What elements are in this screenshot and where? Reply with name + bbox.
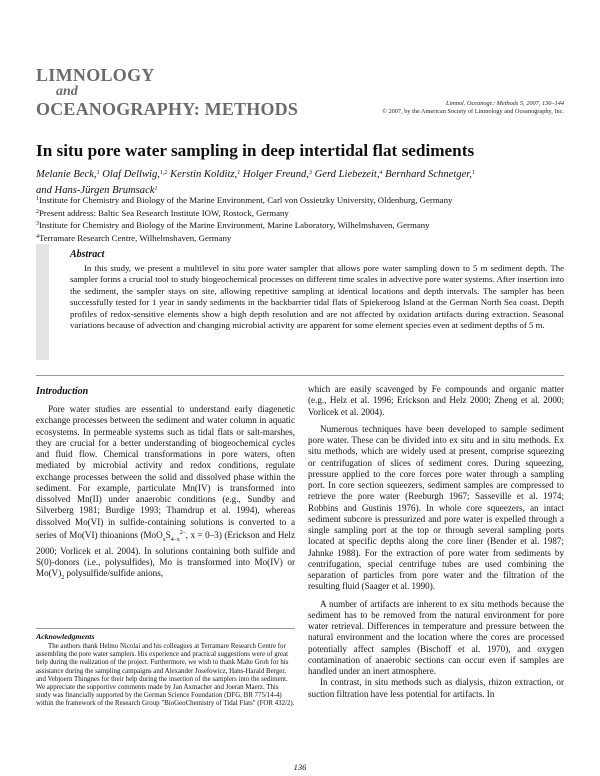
left-column — [36, 404, 295, 584]
author-name: Holger Freund, — [240, 169, 309, 180]
section-divider — [36, 375, 564, 376]
journal-title-line2: and — [56, 84, 78, 99]
paragraph: Numerous techniques have been developed to sample sediment pore water. These can be divided into ex situ and in situ methods. Ex situ methods, which are widely used at present, comprise squeezing or centrifugation of slices of sediment cores. During squeezing, pressure applied to the core forces pore water through a sampling port. In core section squeezers, sediment samples are compressed to retrieve the pore water (Reeburgh 1967; Sasseville et al. 1974; Robbins and Gustinis 1976). In whole core squeezers, an intact sediment subcore is pressurized and pore water is expelled through a single sampling port at the top or through several sampling ports located at specific depths along the core liner (Bender et al. 1987; Jahnke 1988). For the extraction of pore water from sediments by centrifugation, special centrifuge tubes are used combining the separation of particles from pore water and the filtration of the resulting fluid (Saager et al. 1990). — [308, 423, 564, 592]
author-sup: 1 — [237, 170, 241, 176]
citation-line1: Limnol. Oceanogr.: Methods 5, 2007, 136–144 — [445, 100, 564, 107]
author-sup: 1,2 — [159, 170, 168, 176]
affiliations — [36, 194, 576, 244]
affiliation: $^1$Institute for Chemistry and Biology of the Marine Environment, Carl von Ossietzky University, Oldenburg, Germany — [36, 195, 453, 205]
citation — [382, 100, 564, 116]
right-column — [308, 384, 564, 700]
abstract-heading: Abstract — [70, 249, 105, 260]
abstract-sidebar-bar — [36, 244, 49, 360]
acknowledgments-rule — [36, 628, 295, 629]
abstract-body: In this study, we present a multilevel in situ pore water sampler that allows pore water sampling down to 5 m sediment depth. The sampler forms a crucial tool to study biogeochemical processes on different time scales in advective pore water systems. After insertion into the sediment, the sampler stays on site, allowing repetitive sampling at identical locations and depth intervals. The sampler has been successfully tested for 1 year in sandy sediments in the backbarrier tidal flats of Spiekeroog Island at the German North Sea coast. Depth profiles of redox-sensitive elements show a high depth resolution and are not affected by oxidation artifacts during extraction. Seasonal variations because of advection and changing microbial activity are apparent for some element species even at sediment depths of 5 m. — [70, 263, 564, 331]
paragraph: Pore water studies are essential to understand early diagenetic exchange processes between the sediment and water column in aquatic ecosystems. In permeable systems such as tidal flats or salt-marshes, they are crucial for a better understanding of biogeochemical cycles and fluid flow. Chemical transformations in pore waters, often mediated by microbial activity and redox conditions, regulate exchange processes between the solid and dissolved phase within the sediment. For example, particulate Mn(IV) is transformed into dissolved Mn(II) under anaerobic conditions (e.g., Sundby and Silverberg 1981; Burdige 1993; Thamdrup et al. 1994), whereas dissolved Mo(VI) in sulfide-containing solutions is converted to a series of Mo(VI) thioanions ($MoO_xS_{4-x}^{2-}$, x = 0–3) (Erickson and Helz 2000; Vorlicek et al. 2004). In solutions containing both sulfide and S(0)-donors (i.e., polysulfides), Mo is transformed into Mo(IV) or $Mo(V)_2$ polysulfide/sulfide anions, — [36, 404, 295, 582]
paragraph: which are easily scavenged by Fe compounds and organic matter (e.g., Helz et al. 1996; Erickson and Helz 2000; Zheng et al. 2000; Vorlicek et al. 2004). — [308, 384, 564, 417]
journal-title — [36, 66, 298, 118]
author-sup: 1 — [96, 170, 100, 176]
citation-line2: © 2007, by the American Society of Limnology and Oceanography, Inc. — [382, 108, 564, 115]
author-sup: 4 — [379, 170, 383, 176]
affiliation: $^3$Institute for Chemistry and Biology of the Marine Environment, Marine Laboratory, Wilhelmshaven, Germany — [36, 220, 430, 231]
author-name: Bernhard Schnetger, — [382, 169, 472, 180]
introduction-heading: Introduction — [36, 386, 89, 397]
author-name: Gerd Liebezeit, — [311, 169, 380, 180]
author-name: and Hans-Jürgen Brumsack — [36, 185, 155, 196]
paragraph: A number of artifacts are inherent to ex situ methods because the sediment has to be removed from the natural environment for pore water retrieval. Differences in temperature and pressure between the natural environment and the location where the cores are processed potentially affect samples (Bischoff et al. 1970), and oxygen contamination of anaerobic sections can occur even if samples are handled under an inert atmosphere. — [308, 598, 564, 676]
journal-title-line1: LIMNOLOGY — [36, 65, 155, 85]
acknowledgments-heading: Acknowledgments — [36, 632, 95, 641]
paragraph: In contrast, in situ methods such as dialysis, rhizon extraction, or suction filtration have less potential for artifacts. In — [308, 677, 564, 699]
affiliation: $^4$Terramare Research Centre, Wilhelmshaven, Germany — [36, 232, 232, 243]
author-sup: 1 — [154, 186, 158, 192]
acknowledgments-body: The authors thank Helmo Nicolai and his colleagues at Terramare Research Centre for assembling the pore water samplers. His experience and practical suggestions were of great help during the realization of the project. Furthermore, we wish to thank Malte Groh for his assistance during the sampling campaigns and Alexander Josefowicz, Hans-Harald Berger, and Vebjoern Thingnes for their help during the insertion of the samplers into the sediment. We appreciate the supportive comments made by Jan Axmacher and Joeran Maerz. This study was financially supported by the German Science Foundation (DFG, BR 775/14-4) within the framework of the Research Group "BioGeoChemistry of Tidal Flats" (FOR 432/2). — [36, 643, 295, 708]
author-name: Olaf Dellwig, — [99, 169, 160, 180]
journal-title-line3: OCEANOGRAPHY: METHODS — [36, 99, 299, 119]
author-name: Kerstin Kolditz, — [167, 169, 238, 180]
author-name: Melanie Beck, — [36, 169, 97, 180]
affiliation: $^2$Present address: Baltic Sea Research Institute IOW, Rostock, Germany — [36, 207, 289, 218]
author-sup: 3 — [308, 170, 312, 176]
page-number: 136 — [293, 762, 307, 772]
author-sup: 1 — [471, 170, 475, 176]
article-title: In situ pore water sampling in deep intertidal flat sediments — [36, 141, 475, 160]
